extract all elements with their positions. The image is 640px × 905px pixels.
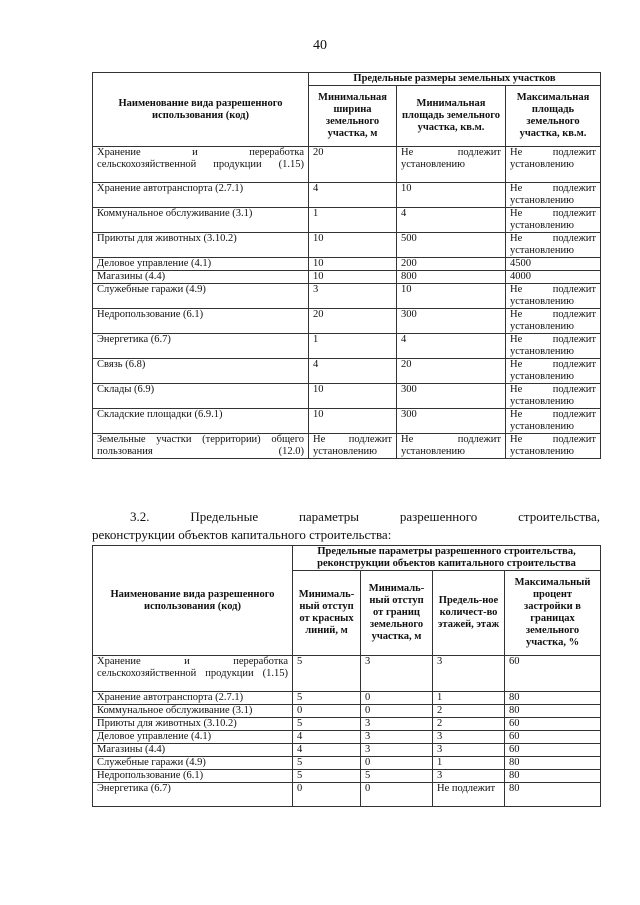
use-name-cell: Энергетика (6.7) [93,783,293,807]
use-name-cell: Деловое управление (4.1) [93,258,309,271]
max-area-cell: Не подлежит установлению [506,409,601,434]
min-area-cell: 200 [397,258,506,271]
red-lines-cell: 0 [293,783,361,807]
red-lines-cell: 5 [293,656,361,692]
boundary-cell: 0 [361,783,433,807]
table-row [93,309,601,334]
table2-header-boundary: Минималь-ный отступ от границ земельного участка, м [361,571,433,656]
min-width-cell: 20 [309,309,397,334]
min-width-cell: 10 [309,258,397,271]
section-title-line1: 3.2. Предельные параметры разрешенного строительства, [130,509,600,524]
min-area-cell: 4 [397,208,506,233]
use-name-cell: Склады (6.9) [93,384,309,409]
table2-group-header: Предельные параметры разрешенного строительства, реконструкции объектов капитального строительства [293,546,601,571]
max-area-cell: Не подлежит установлению [506,309,601,334]
boundary-cell: 3 [361,744,433,757]
boundary-cell: 3 [361,718,433,731]
boundary-cell: 0 [361,705,433,718]
floors-cell: 1 [433,692,505,705]
use-name-cell: Недропользование (6.1) [93,770,293,783]
table-row [93,692,601,705]
use-name-cell: Хранение автотранспорта (2.7.1) [93,692,293,705]
floors-cell: 3 [433,770,505,783]
max-area-cell: Не подлежит установлению [506,233,601,258]
floors-cell: 3 [433,656,505,692]
min-width-cell: 1 [309,334,397,359]
max-area-cell: 4000 [506,271,601,284]
section-title [92,508,600,544]
table-row [93,744,601,757]
min-width-cell: 10 [309,271,397,284]
max-area-cell: Не подлежит установлению [506,208,601,233]
coverage-cell: 60 [505,656,601,692]
table-row [93,359,601,384]
coverage-cell: 60 [505,744,601,757]
table-row [93,208,601,233]
floors-cell: 3 [433,744,505,757]
max-area-cell: Не подлежит установлению [506,334,601,359]
use-name-cell: Хранение и переработка сельскохозяйственной продукции (1.15) [93,147,309,183]
table-row [93,705,601,718]
table1-name-header: Наименование вида разрешенного использования (код) [93,73,309,147]
red-lines-cell: 5 [293,692,361,705]
table1-header-min-area: Минимальная площадь земельного участка, кв.м. [397,86,506,147]
use-name-cell: Хранение и переработка сельскохозяйственной продукции (1.15) [93,656,293,692]
max-area-cell: 4500 [506,258,601,271]
red-lines-cell: 0 [293,705,361,718]
max-area-cell: Не подлежит установлению [506,183,601,208]
use-name-cell: Земельные участки (территории) общего пользования (12.0) [93,434,309,459]
min-area-cell: 4 [397,334,506,359]
floors-cell: 3 [433,731,505,744]
table-row [93,258,601,271]
use-name-cell: Коммунальное обслуживание (3.1) [93,705,293,718]
table-row [93,656,601,692]
red-lines-cell: 4 [293,731,361,744]
table-row [93,409,601,434]
use-name-cell: Деловое управление (4.1) [93,731,293,744]
table-row [93,334,601,359]
min-width-cell: 10 [309,233,397,258]
use-name-cell: Служебные гаражи (4.9) [93,757,293,770]
min-area-cell: Не подлежит установлению [397,434,506,459]
min-width-cell: 3 [309,284,397,309]
boundary-cell: 3 [361,656,433,692]
table-row [93,757,601,770]
max-area-cell: Не подлежит установлению [506,359,601,384]
table-row [93,731,601,744]
coverage-cell: 80 [505,757,601,770]
min-area-cell: Не подлежит установлению [397,147,506,183]
floors-cell: 1 [433,757,505,770]
min-area-cell: 300 [397,409,506,434]
table2-header-floors: Предель-ное количест-во этажей, этаж [433,571,505,656]
table-row [93,284,601,309]
coverage-cell: 80 [505,770,601,783]
table2-header-coverage: Максимальный процент застройки в границах земельного участка, % [505,571,601,656]
table-row [93,271,601,284]
min-width-cell: 10 [309,384,397,409]
red-lines-cell: 4 [293,744,361,757]
use-name-cell: Служебные гаражи (4.9) [93,284,309,309]
table2-header-red-lines: Минималь-ный отступ от красных линий, м [293,571,361,656]
use-name-cell: Энергетика (6.7) [93,334,309,359]
min-area-cell: 10 [397,183,506,208]
red-lines-cell: 5 [293,757,361,770]
table-row [93,384,601,409]
floors-cell: 2 [433,705,505,718]
coverage-cell: 80 [505,783,601,807]
max-area-cell: Не подлежит установлению [506,147,601,183]
use-name-cell: Складские площадки (6.9.1) [93,409,309,434]
table-row [93,770,601,783]
min-width-cell: Не подлежит установлению [309,434,397,459]
coverage-cell: 60 [505,718,601,731]
boundary-cell: 5 [361,770,433,783]
min-width-cell: 1 [309,208,397,233]
max-area-cell: Не подлежит установлению [506,434,601,459]
use-name-cell: Магазины (4.4) [93,744,293,757]
boundary-cell: 3 [361,731,433,744]
min-width-cell: 4 [309,183,397,208]
table-row [93,147,601,183]
coverage-cell: 80 [505,705,601,718]
min-area-cell: 800 [397,271,506,284]
table-row [93,183,601,208]
min-area-cell: 500 [397,233,506,258]
min-width-cell: 20 [309,147,397,183]
table-row [93,434,601,459]
min-width-cell: 4 [309,359,397,384]
min-width-cell: 10 [309,409,397,434]
red-lines-cell: 5 [293,770,361,783]
coverage-cell: 60 [505,731,601,744]
page-number: 40 [313,38,327,53]
coverage-cell: 80 [505,692,601,705]
table1-group-header: Предельные размеры земельных участков [309,73,601,86]
use-name-cell: Хранение автотранспорта (2.7.1) [93,183,309,208]
floors-cell: 2 [433,718,505,731]
floors-cell: Не подлежит [433,783,505,807]
max-area-cell: Не подлежит установлению [506,284,601,309]
min-area-cell: 10 [397,284,506,309]
table2-name-header: Наименование вида разрешенного использования (код) [93,546,293,656]
table-row [93,783,601,807]
boundary-cell: 0 [361,757,433,770]
land-plot-size-table [92,72,601,459]
table-row [93,233,601,258]
use-name-cell: Магазины (4.4) [93,271,309,284]
max-area-cell: Не подлежит установлению [506,384,601,409]
table-row [93,718,601,731]
table1-header-min-width: Минимальная ширина земельного участка, м [309,86,397,147]
table1-header-max-area: Максимальная площадь земельного участка, кв.м. [506,86,601,147]
section-title-line2: реконструкции объектов капитального строительства: [92,527,392,542]
use-name-cell: Недропользование (6.1) [93,309,309,334]
min-area-cell: 300 [397,309,506,334]
use-name-cell: Связь (6.8) [93,359,309,384]
min-area-cell: 300 [397,384,506,409]
use-name-cell: Приюты для животных (3.10.2) [93,718,293,731]
boundary-cell: 0 [361,692,433,705]
min-area-cell: 20 [397,359,506,384]
use-name-cell: Приюты для животных (3.10.2) [93,233,309,258]
use-name-cell: Коммунальное обслуживание (3.1) [93,208,309,233]
red-lines-cell: 5 [293,718,361,731]
construction-parameters-table [92,545,601,807]
